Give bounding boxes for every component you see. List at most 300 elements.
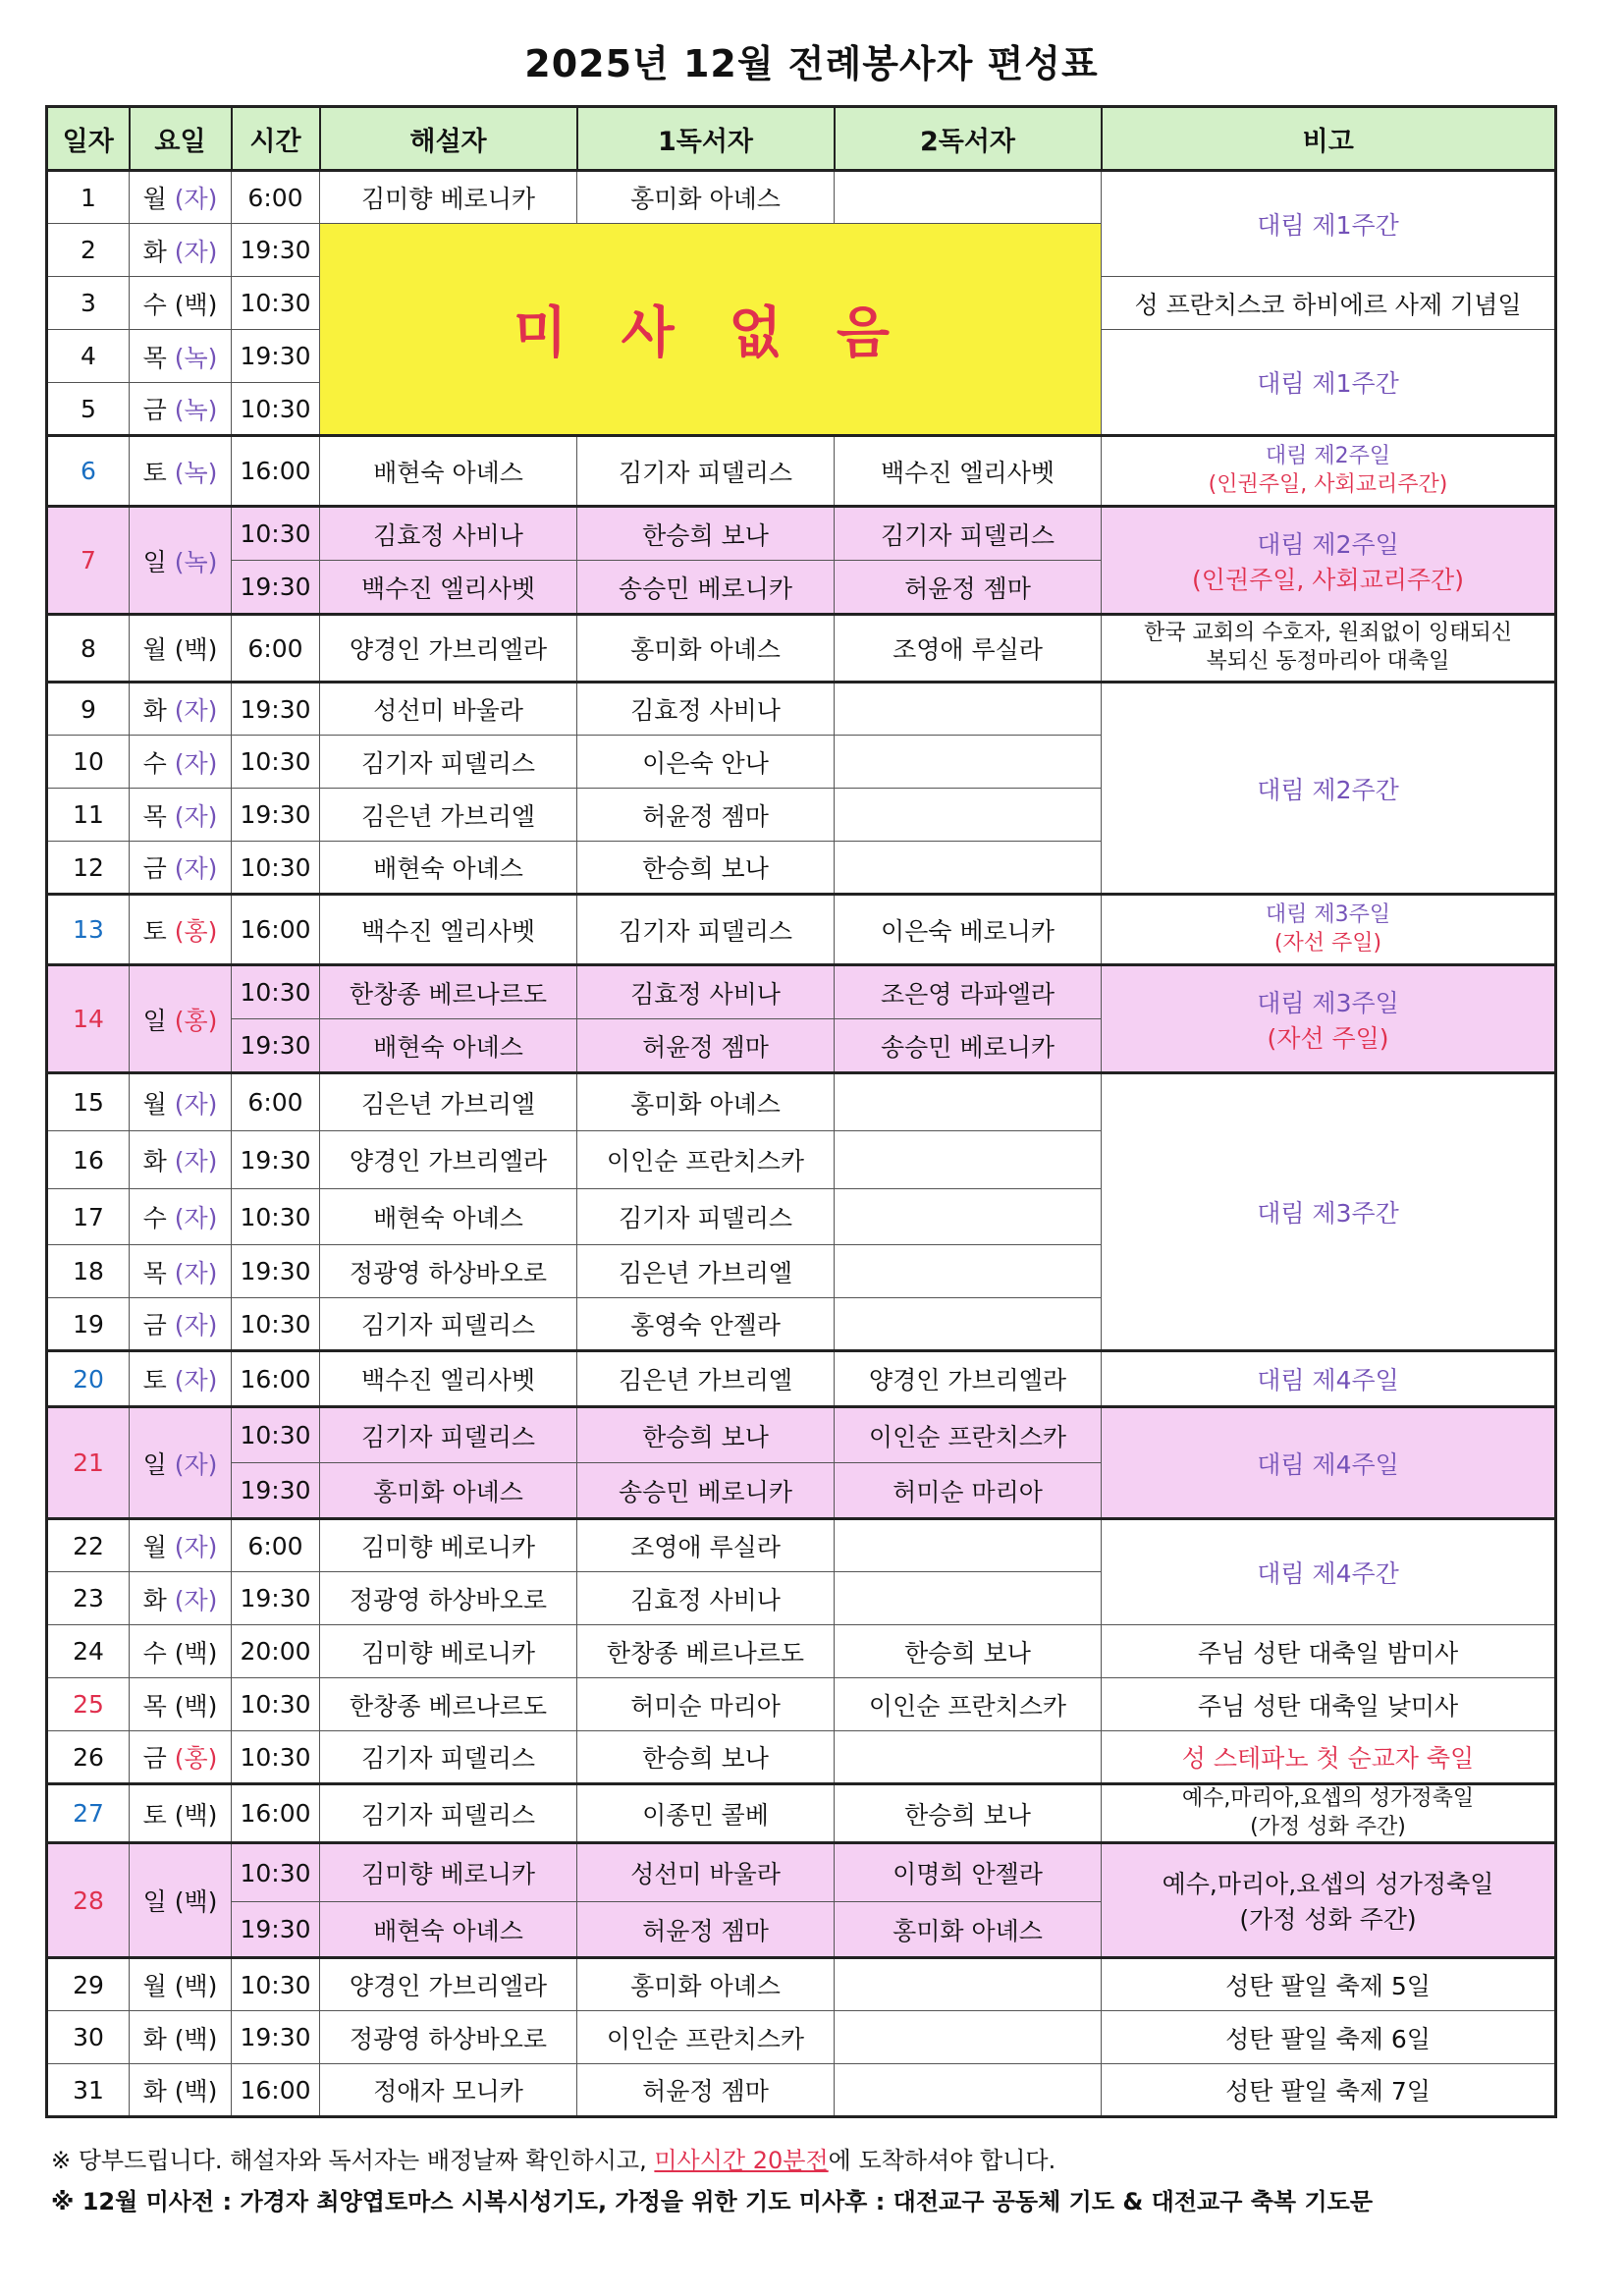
date-cell: 17 bbox=[47, 1189, 130, 1245]
weekday-label: 금 bbox=[142, 1744, 167, 1773]
weekday-label: 수 bbox=[142, 748, 167, 778]
notes-cell bbox=[1102, 1625, 1556, 1678]
table-row bbox=[47, 1351, 1556, 1407]
time-cell: 6:00 bbox=[232, 1073, 320, 1131]
time-cell: 10:30 bbox=[232, 1189, 320, 1245]
time-cell: 19:30 bbox=[232, 1572, 320, 1625]
commentator-cell: 정광영 하상바오로 bbox=[320, 1572, 577, 1625]
weekday-cell bbox=[130, 1073, 232, 1131]
date-cell: 25 bbox=[47, 1678, 130, 1731]
liturgical-color: (자) bbox=[174, 1204, 218, 1232]
footer-notice bbox=[51, 2141, 1055, 2175]
notes-cell bbox=[1102, 1843, 1556, 1958]
reader1-cell: 김기자 피델리스 bbox=[577, 895, 835, 965]
commentator-cell: 배현숙 아녜스 bbox=[320, 1019, 577, 1073]
table-row bbox=[47, 965, 1556, 1019]
reader1-cell: 송승민 베로니카 bbox=[577, 561, 835, 615]
reader2-cell bbox=[835, 1131, 1102, 1189]
notes-line: 성탄 팔일 축제 6일 bbox=[1225, 2024, 1431, 2053]
reader2-cell: 양경인 가브리엘라 bbox=[835, 1351, 1102, 1407]
liturgical-color: (백) bbox=[174, 2024, 218, 2053]
reader2-cell bbox=[835, 2011, 1102, 2064]
commentator-cell: 김기자 피델리스 bbox=[320, 1784, 577, 1843]
notes-line: 대림 제2주일 bbox=[1257, 529, 1399, 559]
time-cell: 10:30 bbox=[232, 842, 320, 895]
time-cell: 10:30 bbox=[232, 383, 320, 436]
table-row bbox=[47, 1784, 1556, 1843]
notes-line: 대림 제4주간 bbox=[1257, 1559, 1399, 1588]
reader2-cell: 이은숙 베로니카 bbox=[835, 895, 1102, 965]
notes-line: 대림 제3주일 bbox=[1265, 902, 1391, 927]
weekday-label: 목 bbox=[142, 801, 167, 831]
commentator-cell: 김기자 피델리스 bbox=[320, 1298, 577, 1351]
header-weekday: 요일 bbox=[130, 107, 232, 171]
weekday-cell bbox=[130, 736, 232, 789]
date-cell: 31 bbox=[47, 2064, 130, 2117]
time-cell: 19:30 bbox=[232, 2011, 320, 2064]
reader2-cell: 이인순 프란치스카 bbox=[835, 1407, 1102, 1463]
reader1-cell: 김효정 사비나 bbox=[577, 683, 835, 736]
weekday-label: 화 bbox=[142, 1585, 167, 1614]
schedule-table bbox=[45, 105, 1557, 2118]
liturgical-color: (녹) bbox=[174, 343, 218, 372]
date-cell: 12 bbox=[47, 842, 130, 895]
reader1-cell: 김기자 피델리스 bbox=[577, 1189, 835, 1245]
time-cell: 10:30 bbox=[232, 1958, 320, 2011]
header-date: 일자 bbox=[47, 107, 130, 171]
reader1-cell: 한승희 보나 bbox=[577, 1407, 835, 1463]
time-cell: 10:30 bbox=[232, 1298, 320, 1351]
header-reader2: 2독서자 bbox=[835, 107, 1102, 171]
notes-cell bbox=[1102, 507, 1556, 615]
reader2-cell: 조영애 루실라 bbox=[835, 615, 1102, 683]
commentator-cell: 김효정 사비나 bbox=[320, 507, 577, 561]
notes-cell bbox=[1102, 277, 1556, 330]
weekday-cell bbox=[130, 1678, 232, 1731]
time-cell: 19:30 bbox=[232, 1019, 320, 1073]
reader1-cell: 허미순 마리아 bbox=[577, 1678, 835, 1731]
date-cell: 7 bbox=[47, 507, 130, 615]
weekday-cell bbox=[130, 383, 232, 436]
weekday-cell bbox=[130, 789, 232, 842]
commentator-cell: 김은년 가브리엘 bbox=[320, 1073, 577, 1131]
reader2-cell bbox=[835, 1245, 1102, 1298]
footer-notice-highlight: 미사시간 20분전 bbox=[654, 2147, 829, 2174]
table-row bbox=[47, 507, 1556, 561]
weekday-cell bbox=[130, 436, 232, 507]
footer-prayers bbox=[51, 2182, 1373, 2216]
reader1-cell: 허윤정 젬마 bbox=[577, 789, 835, 842]
reader2-cell bbox=[835, 1519, 1102, 1572]
notes-cell bbox=[1102, 1073, 1556, 1351]
time-cell: 10:30 bbox=[232, 1731, 320, 1784]
date-cell: 5 bbox=[47, 383, 130, 436]
date-cell: 21 bbox=[47, 1407, 130, 1519]
date-cell: 16 bbox=[47, 1131, 130, 1189]
date-cell: 22 bbox=[47, 1519, 130, 1572]
weekday-label: 금 bbox=[142, 854, 167, 883]
weekday-label: 수 bbox=[142, 290, 167, 319]
reader1-cell: 허윤정 젬마 bbox=[577, 1902, 835, 1958]
reader1-cell: 홍미화 아녜스 bbox=[577, 171, 835, 224]
reader2-cell bbox=[835, 789, 1102, 842]
notes-line: 대림 제4주일 bbox=[1257, 1449, 1399, 1479]
notes-line: (가정 성화 주간) bbox=[1239, 1905, 1417, 1935]
header-commentator: 해설자 bbox=[320, 107, 577, 171]
date-cell: 29 bbox=[47, 1958, 130, 2011]
liturgical-color: (자) bbox=[174, 748, 218, 778]
notes-line: 대림 제2주간 bbox=[1257, 775, 1399, 804]
weekday-label: 화 bbox=[142, 1147, 167, 1175]
table-row bbox=[47, 1625, 1556, 1678]
date-cell: 2 bbox=[47, 224, 130, 277]
notes-line: 주님 성탄 대축일 밤미사 bbox=[1197, 1638, 1459, 1667]
time-cell: 10:30 bbox=[232, 1843, 320, 1902]
reader1-cell: 홍미화 아녜스 bbox=[577, 1958, 835, 2011]
weekday-cell bbox=[130, 842, 232, 895]
reader1-cell: 한승희 보나 bbox=[577, 842, 835, 895]
liturgical-color: (자) bbox=[174, 1585, 218, 1614]
weekday-label: 일 bbox=[142, 1006, 167, 1035]
footer-notice-prefix: ※ 당부드립니다. 해설자와 독서자는 배정날짜 확인하시고, bbox=[51, 2147, 655, 2174]
reader1-cell: 송승민 베로니카 bbox=[577, 1463, 835, 1519]
date-cell: 3 bbox=[47, 277, 130, 330]
liturgical-color: (자) bbox=[174, 801, 218, 831]
liturgical-color: (자) bbox=[174, 1366, 218, 1394]
notes-line: (인권주일, 사회교리주간) bbox=[1192, 565, 1464, 594]
time-cell: 19:30 bbox=[232, 1902, 320, 1958]
time-cell: 6:00 bbox=[232, 1519, 320, 1572]
reader1-cell: 김은년 가브리엘 bbox=[577, 1351, 835, 1407]
commentator-cell: 양경인 가브리엘라 bbox=[320, 1131, 577, 1189]
no-mass-cell bbox=[320, 224, 1102, 436]
reader1-cell: 이인순 프란치스카 bbox=[577, 1131, 835, 1189]
header-notes: 비고 bbox=[1102, 107, 1556, 171]
date-cell: 19 bbox=[47, 1298, 130, 1351]
commentator-cell: 김은년 가브리엘 bbox=[320, 789, 577, 842]
date-cell: 23 bbox=[47, 1572, 130, 1625]
weekday-cell bbox=[130, 1407, 232, 1519]
table-row bbox=[47, 171, 1556, 224]
liturgical-color: (백) bbox=[174, 1887, 218, 1917]
liturgical-color: (홍) bbox=[174, 916, 218, 946]
weekday-cell bbox=[130, 1625, 232, 1678]
weekday-label: 화 bbox=[142, 237, 167, 266]
notes-line: (인권주일, 사회교리주간) bbox=[1208, 471, 1448, 497]
liturgical-color: (백) bbox=[174, 290, 218, 319]
notes-cell bbox=[1102, 171, 1556, 277]
reader1-cell: 한승희 보나 bbox=[577, 507, 835, 561]
date-cell: 27 bbox=[47, 1784, 130, 1843]
reader2-cell bbox=[835, 1958, 1102, 2011]
weekday-label: 일 bbox=[142, 1887, 167, 1917]
notes-line: 예수,마리아,요셉의 성가정축일 bbox=[1162, 1870, 1494, 1899]
date-cell: 4 bbox=[47, 330, 130, 383]
commentator-cell: 김기자 피델리스 bbox=[320, 1407, 577, 1463]
commentator-cell: 정애자 모니카 bbox=[320, 2064, 577, 2117]
reader1-cell: 이인순 프란치스카 bbox=[577, 2011, 835, 2064]
weekday-label: 화 bbox=[142, 2077, 167, 2106]
time-cell: 16:00 bbox=[232, 436, 320, 507]
reader2-cell bbox=[835, 171, 1102, 224]
liturgical-color: (자) bbox=[174, 1089, 218, 1119]
reader2-cell bbox=[835, 1731, 1102, 1784]
weekday-cell bbox=[130, 895, 232, 965]
notes-line: (자선 주일) bbox=[1273, 930, 1382, 956]
weekday-cell bbox=[130, 1731, 232, 1784]
reader2-cell: 허미순 마리아 bbox=[835, 1463, 1102, 1519]
time-cell: 10:30 bbox=[232, 736, 320, 789]
weekday-cell bbox=[130, 2064, 232, 2117]
weekday-cell bbox=[130, 171, 232, 224]
notes-line: 대림 제1주간 bbox=[1257, 369, 1399, 398]
weekday-label: 금 bbox=[142, 1311, 167, 1339]
notes-line: 대림 제4주일 bbox=[1257, 1366, 1399, 1394]
notes-line: (가정 성화 주간) bbox=[1250, 1814, 1406, 1839]
table-row bbox=[47, 683, 1556, 736]
reader1-cell: 이종민 콜베 bbox=[577, 1784, 835, 1843]
reader2-cell: 이명희 안젤라 bbox=[835, 1843, 1102, 1902]
liturgical-color: (홍) bbox=[174, 1006, 218, 1035]
weekday-label: 목 bbox=[142, 1691, 167, 1721]
reader1-cell: 조영애 루실라 bbox=[577, 1519, 835, 1572]
date-cell: 18 bbox=[47, 1245, 130, 1298]
commentator-cell: 김기자 피델리스 bbox=[320, 1731, 577, 1784]
reader1-cell: 한창종 베르나르도 bbox=[577, 1625, 835, 1678]
notes-line: 대림 제1주간 bbox=[1257, 211, 1399, 240]
notes-cell bbox=[1102, 615, 1556, 683]
reader2-cell bbox=[835, 736, 1102, 789]
commentator-cell: 백수진 엘리사벳 bbox=[320, 561, 577, 615]
notes-cell bbox=[1102, 1958, 1556, 2011]
reader2-cell: 송승민 베로니카 bbox=[835, 1019, 1102, 1073]
reader1-cell: 허윤정 젬마 bbox=[577, 2064, 835, 2117]
no-mass-label: 미 사 없 음 bbox=[514, 301, 907, 365]
reader2-cell: 백수진 엘리사벳 bbox=[835, 436, 1102, 507]
weekday-cell bbox=[130, 1572, 232, 1625]
notes-line: 대림 제2주일 bbox=[1265, 443, 1391, 468]
weekday-label: 토 bbox=[142, 458, 167, 487]
time-cell: 16:00 bbox=[232, 1351, 320, 1407]
page-title: 2025년 12월 전례봉사자 편성표 bbox=[524, 42, 1099, 85]
weekday-label: 목 bbox=[142, 1258, 167, 1287]
weekday-label: 월 bbox=[142, 1972, 167, 2001]
header-row bbox=[47, 107, 1556, 171]
reader2-cell: 한승희 보나 bbox=[835, 1625, 1102, 1678]
notes-line: 대림 제3주간 bbox=[1257, 1199, 1399, 1228]
reader1-cell: 이은숙 안나 bbox=[577, 736, 835, 789]
weekday-cell bbox=[130, 615, 232, 683]
weekday-cell bbox=[130, 1958, 232, 2011]
liturgical-color: (홍) bbox=[174, 1744, 218, 1773]
notes-cell bbox=[1102, 1519, 1556, 1625]
weekday-label: 토 bbox=[142, 1366, 167, 1394]
notes-cell bbox=[1102, 1407, 1556, 1519]
reader1-cell: 홍미화 아녜스 bbox=[577, 615, 835, 683]
notes-line: (자선 주일) bbox=[1267, 1023, 1389, 1053]
weekday-cell bbox=[130, 330, 232, 383]
weekday-cell bbox=[130, 507, 232, 615]
reader2-cell: 이인순 프란치스카 bbox=[835, 1678, 1102, 1731]
notes-cell bbox=[1102, 1351, 1556, 1407]
liturgical-color: (자) bbox=[174, 185, 218, 213]
commentator-cell: 한창종 베르나르도 bbox=[320, 1678, 577, 1731]
notes-cell bbox=[1102, 330, 1556, 436]
date-cell: 13 bbox=[47, 895, 130, 965]
date-cell: 14 bbox=[47, 965, 130, 1073]
time-cell: 6:00 bbox=[232, 615, 320, 683]
weekday-label: 월 bbox=[142, 185, 167, 213]
table-row bbox=[47, 1843, 1556, 1902]
reader1-cell: 김은년 가브리엘 bbox=[577, 1245, 835, 1298]
notes-line: 성 스테파노 첫 순교자 축일 bbox=[1181, 1744, 1475, 1773]
liturgical-color: (자) bbox=[174, 237, 218, 266]
reader2-cell bbox=[835, 2064, 1102, 2117]
time-cell: 6:00 bbox=[232, 171, 320, 224]
table-row bbox=[47, 1958, 1556, 2011]
commentator-cell: 배현숙 아녜스 bbox=[320, 1902, 577, 1958]
notes-line: 복되신 동정마리아 대축일 bbox=[1206, 649, 1450, 674]
commentator-cell: 양경인 가브리엘라 bbox=[320, 615, 577, 683]
date-cell: 1 bbox=[47, 171, 130, 224]
commentator-cell: 홍미화 아녜스 bbox=[320, 1463, 577, 1519]
reader1-cell: 김효정 사비나 bbox=[577, 965, 835, 1019]
notes-cell bbox=[1102, 2011, 1556, 2064]
liturgical-color: (백) bbox=[174, 1691, 218, 1721]
commentator-cell: 백수진 엘리사벳 bbox=[320, 895, 577, 965]
date-cell: 26 bbox=[47, 1731, 130, 1784]
reader2-cell bbox=[835, 1189, 1102, 1245]
time-cell: 19:30 bbox=[232, 561, 320, 615]
notes-line: 예수,마리아,요셉의 성가정축일 bbox=[1181, 1786, 1475, 1811]
header-time: 시간 bbox=[232, 107, 320, 171]
commentator-cell: 성선미 바울라 bbox=[320, 683, 577, 736]
reader1-cell: 김효정 사비나 bbox=[577, 1572, 835, 1625]
reader2-cell: 홍미화 아녜스 bbox=[835, 1902, 1102, 1958]
time-cell: 20:00 bbox=[232, 1625, 320, 1678]
weekday-cell bbox=[130, 683, 232, 736]
commentator-cell: 배현숙 아녜스 bbox=[320, 1189, 577, 1245]
reader1-cell: 성선미 바울라 bbox=[577, 1843, 835, 1902]
weekday-cell bbox=[130, 277, 232, 330]
weekday-cell bbox=[130, 2011, 232, 2064]
date-cell: 24 bbox=[47, 1625, 130, 1678]
date-cell: 6 bbox=[47, 436, 130, 507]
liturgical-color: (녹) bbox=[174, 396, 218, 424]
time-cell: 19:30 bbox=[232, 683, 320, 736]
table-row bbox=[47, 2064, 1556, 2117]
date-cell: 9 bbox=[47, 683, 130, 736]
notes-cell bbox=[1102, 683, 1556, 895]
reader1-cell: 홍미화 아녜스 bbox=[577, 1073, 835, 1131]
weekday-label: 월 bbox=[142, 1533, 167, 1561]
notes-line: 대림 제3주일 bbox=[1257, 988, 1399, 1017]
liturgical-color: (자) bbox=[174, 1449, 218, 1479]
commentator-cell: 김미향 베로니카 bbox=[320, 1519, 577, 1572]
reader2-cell bbox=[835, 842, 1102, 895]
weekday-cell bbox=[130, 1784, 232, 1843]
reader2-cell: 김기자 피델리스 bbox=[835, 507, 1102, 561]
notes-cell bbox=[1102, 1678, 1556, 1731]
reader2-cell bbox=[835, 1073, 1102, 1131]
time-cell: 19:30 bbox=[232, 1463, 320, 1519]
liturgical-color: (자) bbox=[174, 854, 218, 883]
time-cell: 16:00 bbox=[232, 2064, 320, 2117]
liturgical-color: (자) bbox=[174, 1258, 218, 1287]
commentator-cell: 한창종 베르나르도 bbox=[320, 965, 577, 1019]
notes-cell bbox=[1102, 436, 1556, 507]
time-cell: 10:30 bbox=[232, 507, 320, 561]
commentator-cell: 백수진 엘리사벳 bbox=[320, 1351, 577, 1407]
table-row bbox=[47, 1678, 1556, 1731]
weekday-cell bbox=[130, 224, 232, 277]
liturgical-color: (백) bbox=[174, 635, 218, 664]
notes-line: 성탄 팔일 축제 5일 bbox=[1225, 1972, 1431, 2001]
table-row bbox=[47, 1073, 1556, 1131]
table-row bbox=[47, 615, 1556, 683]
time-cell: 10:30 bbox=[232, 1407, 320, 1463]
commentator-cell: 배현숙 아녜스 bbox=[320, 436, 577, 507]
weekday-label: 수 bbox=[142, 1638, 167, 1667]
weekday-label: 월 bbox=[142, 635, 167, 664]
time-cell: 19:30 bbox=[232, 1131, 320, 1189]
weekday-cell bbox=[130, 1131, 232, 1189]
weekday-cell bbox=[130, 1843, 232, 1958]
weekday-label: 토 bbox=[142, 916, 167, 946]
footer-prayers-text: ※ 12월 미사전 : 가경자 최양엽토마스 시복시성기도, 가정을 위한 기도 미사후 : 대전교구 공동체 기도 & 대전교구 축복 기도문 bbox=[51, 2188, 1374, 2215]
time-cell: 10:30 bbox=[232, 277, 320, 330]
notes-line: 주님 성탄 대축일 낮미사 bbox=[1197, 1691, 1459, 1721]
notes-line: 성 프란치스코 하비에르 사제 기념일 bbox=[1134, 290, 1522, 319]
notes-cell bbox=[1102, 895, 1556, 965]
reader2-cell: 한승희 보나 bbox=[835, 1784, 1102, 1843]
liturgical-color: (백) bbox=[174, 2077, 218, 2106]
table-row bbox=[47, 1407, 1556, 1463]
time-cell: 19:30 bbox=[232, 224, 320, 277]
notes-line: 성탄 팔일 축제 7일 bbox=[1225, 2077, 1431, 2106]
commentator-cell: 김미향 베로니카 bbox=[320, 171, 577, 224]
time-cell: 19:30 bbox=[232, 330, 320, 383]
reader2-cell bbox=[835, 683, 1102, 736]
weekday-cell bbox=[130, 1189, 232, 1245]
weekday-label: 목 bbox=[142, 343, 167, 372]
weekday-label: 일 bbox=[142, 1449, 167, 1479]
table-row bbox=[47, 436, 1556, 507]
liturgical-color: (자) bbox=[174, 1147, 218, 1175]
reader2-cell: 허윤정 젬마 bbox=[835, 561, 1102, 615]
weekday-label: 수 bbox=[142, 1204, 167, 1232]
commentator-cell: 김기자 피델리스 bbox=[320, 736, 577, 789]
table-row bbox=[47, 1731, 1556, 1784]
reader2-cell: 조은영 라파엘라 bbox=[835, 965, 1102, 1019]
notes-cell bbox=[1102, 1731, 1556, 1784]
notes-cell bbox=[1102, 965, 1556, 1073]
time-cell: 10:30 bbox=[232, 1678, 320, 1731]
date-cell: 8 bbox=[47, 615, 130, 683]
weekday-cell bbox=[130, 1298, 232, 1351]
notes-cell bbox=[1102, 2064, 1556, 2117]
notes-cell bbox=[1102, 1784, 1556, 1843]
weekday-label: 월 bbox=[142, 1089, 167, 1119]
reader1-cell: 허윤정 젬마 bbox=[577, 1019, 835, 1073]
date-cell: 30 bbox=[47, 2011, 130, 2064]
commentator-cell: 정광영 하상바오로 bbox=[320, 1245, 577, 1298]
commentator-cell: 김미향 베로니카 bbox=[320, 1843, 577, 1902]
commentator-cell: 배현숙 아녜스 bbox=[320, 842, 577, 895]
liturgical-color: (자) bbox=[174, 1533, 218, 1561]
liturgical-color: (녹) bbox=[174, 547, 218, 576]
time-cell: 16:00 bbox=[232, 1784, 320, 1843]
